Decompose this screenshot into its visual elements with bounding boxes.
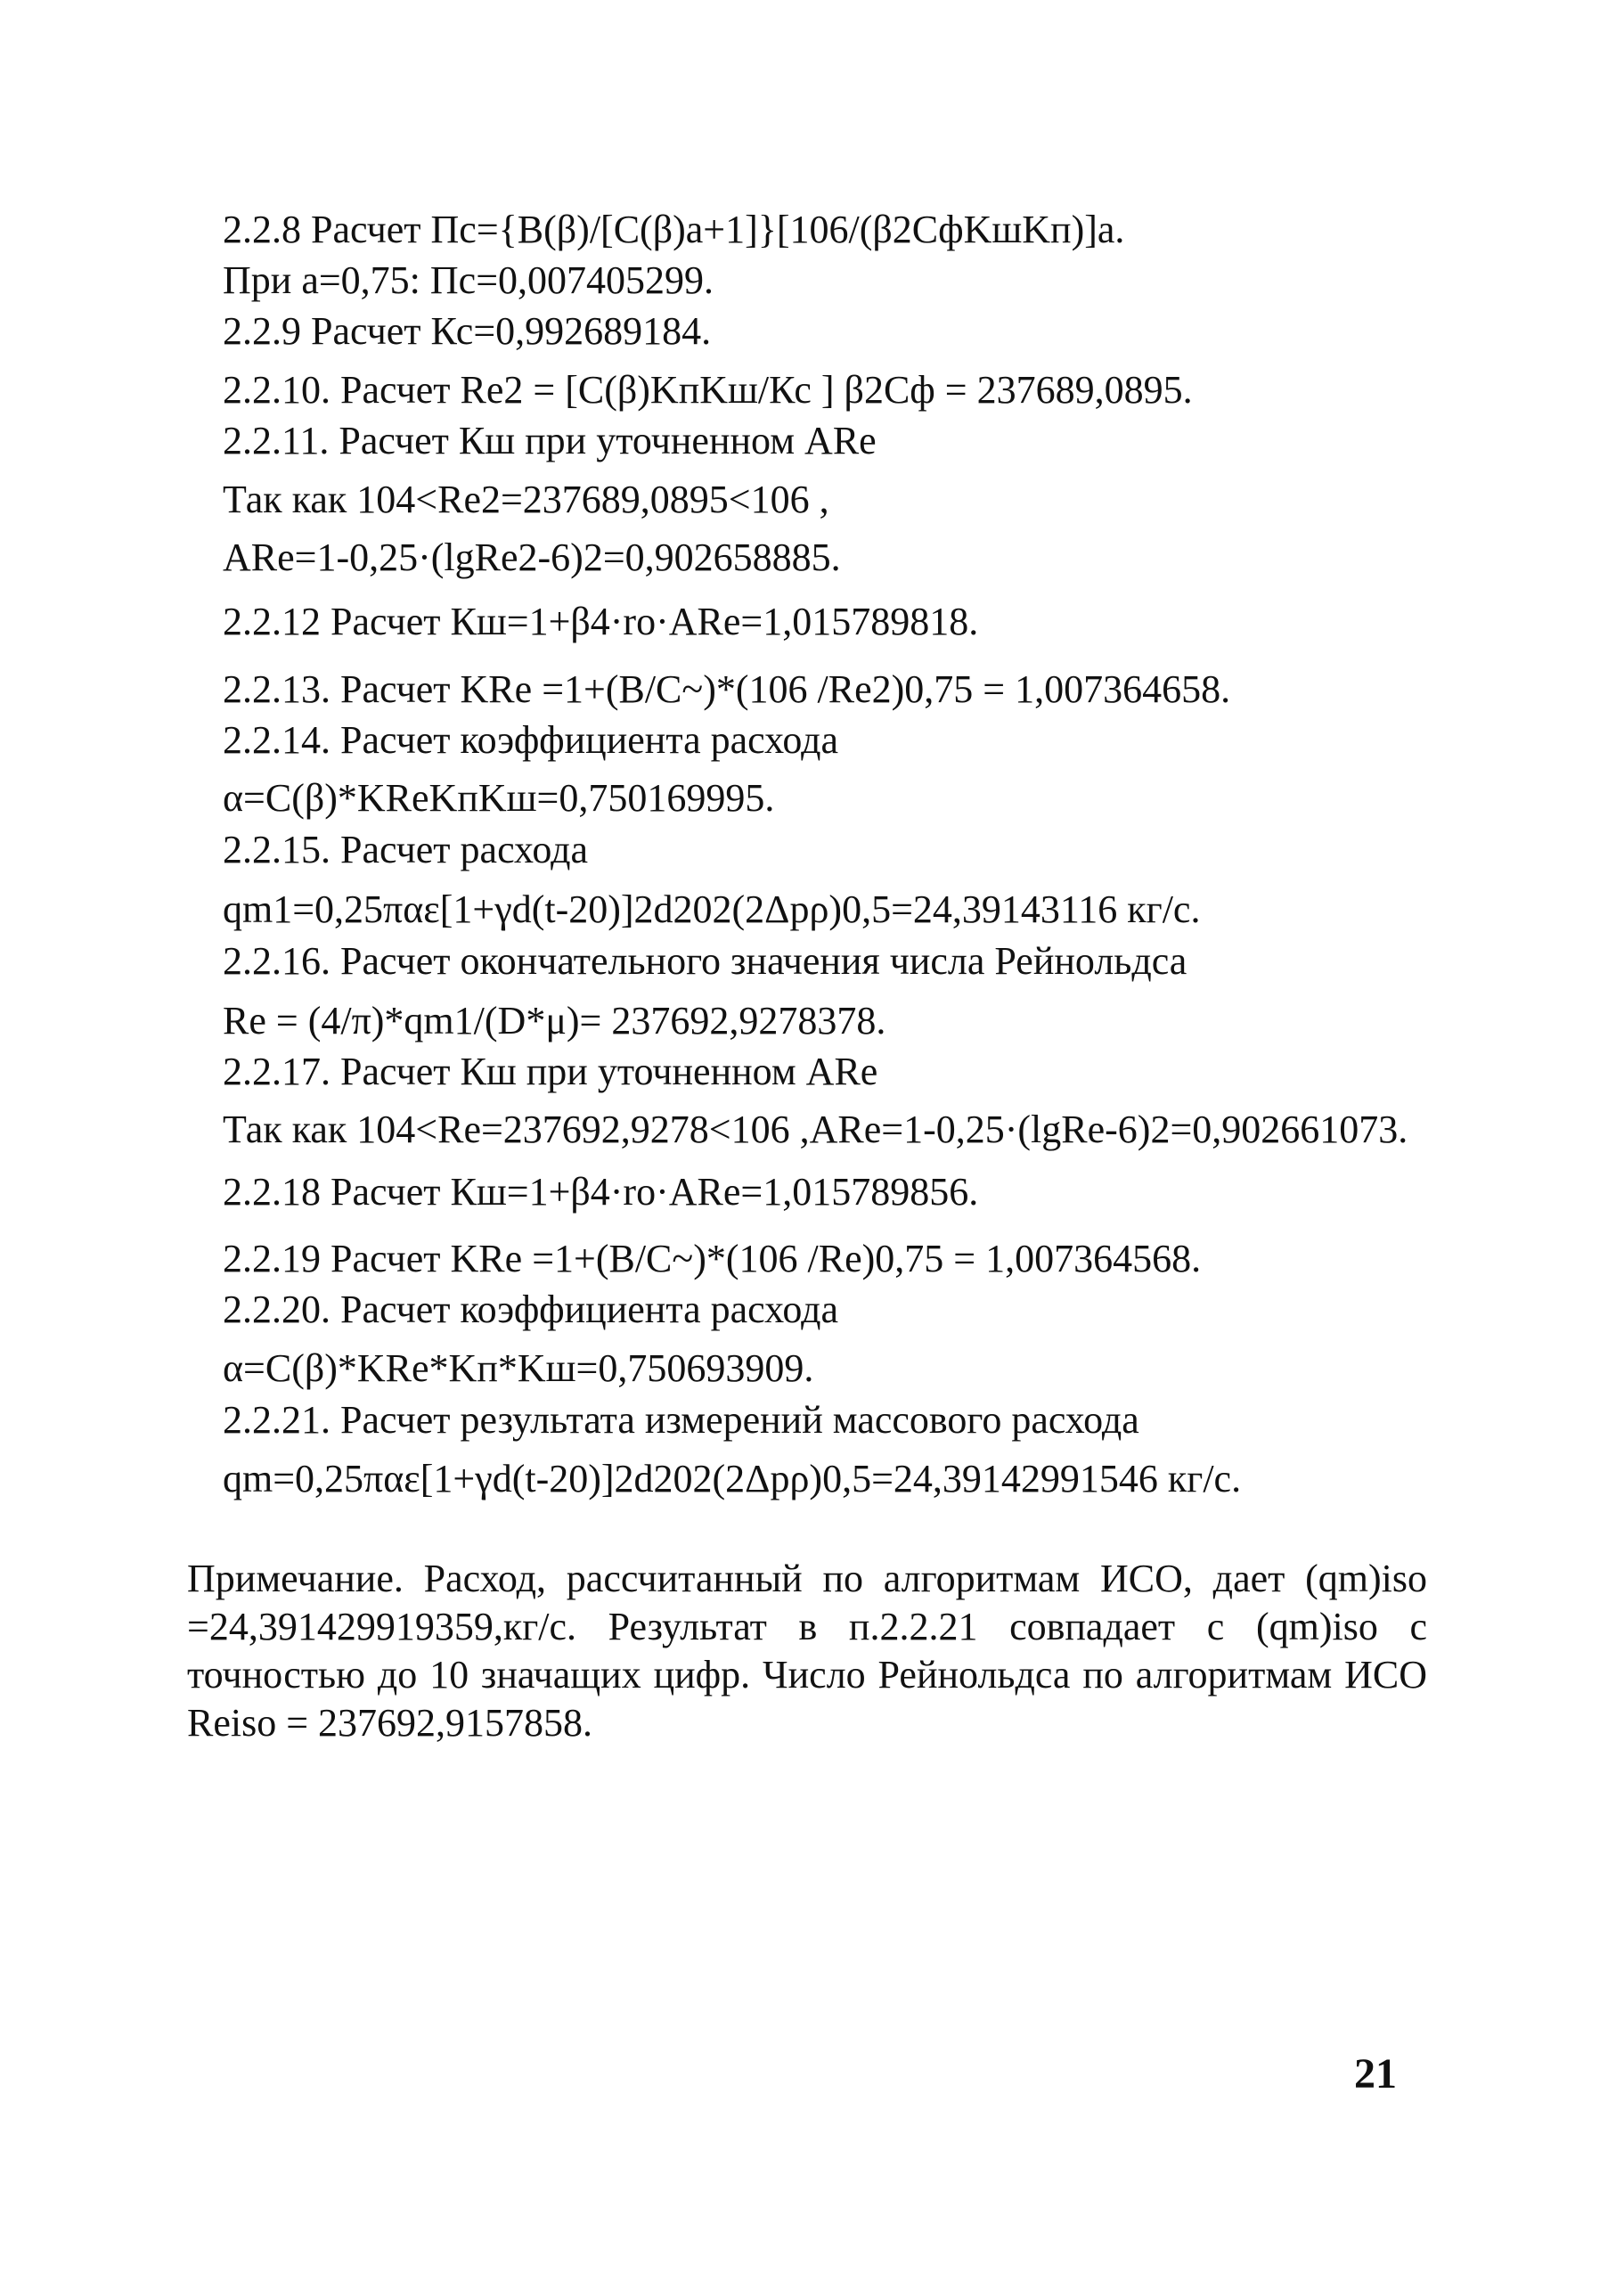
- calc-line-2-2-18: 2.2.18 Расчет Кш=1+β4·rо·ARe=1,015789856.: [223, 1170, 979, 1214]
- calc-line-condition-re2: Так как 104<Re2=237689,0895<106 ,: [223, 478, 829, 521]
- calc-line-2-2-19: 2.2.19 Расчет KRe =1+(B/C~)*(106 /Re)0,75 = 1,007364568.: [223, 1237, 1202, 1280]
- calc-line-2-2-16: 2.2.16. Расчет окончательного значения числа Рейнольдса: [223, 939, 1187, 983]
- calc-line-alpha-2: α=C(β)*KRe*Kп*Kш=0,750693909.: [223, 1346, 814, 1390]
- calc-line-2-2-10: 2.2.10. Расчет Re2 = [C(β)KпKш/Кс ] β2Cф = 237689,0895.: [223, 368, 1193, 412]
- calc-line-2-2-17: 2.2.17. Расчет Кш при уточненном ARe: [223, 1050, 878, 1093]
- calc-line-2-2-13: 2.2.13. Расчет KRe =1+(B/C~)*(106 /Re2)0,75 = 1,007364658.: [223, 667, 1231, 711]
- calc-line-qm: qm=0,25παε[1+γd(t-20)]2d202(2Δpρ)0,5=24,39142991546 кг/с.: [223, 1457, 1242, 1500]
- calc-line-2-2-15: 2.2.15. Расчет расхода: [223, 828, 588, 871]
- calc-line-re-final: Re = (4/π)*qm1/(D*μ)= 237692,9278378.: [223, 999, 886, 1042]
- calc-line-are-re2: ARe=1-0,25·(lgRe2-6)2=0,902658885.: [223, 536, 841, 579]
- calc-line-2-2-20: 2.2.20. Расчет коэффициента расхода: [223, 1288, 839, 1331]
- calc-line-alpha-1: α=C(β)*KReKпKш=0,750169995.: [223, 776, 775, 820]
- note-paragraph: Примечание. Расход, рассчитанный по алгоритмам ИСО, дает (qm)iso =24,391429919359,кг/с. Результат в п.2.2.21 совпадает с (qm)iso с точностью до 10 значащих цифр. Число Рейнольдса по алгоритмам ИСО Reiso = 237692,9157858.: [187, 1557, 1427, 1745]
- calc-line-alpha-value: При a=0,75: Пс=0,007405299.: [223, 258, 714, 302]
- calc-line-2-2-8: 2.2.8 Расчет Пс={B(β)/[C(β)a+1]}[106/(β2CфKшKп)]a.: [223, 208, 1125, 251]
- calc-line-2-2-14: 2.2.14. Расчет коэффициента расхода: [223, 718, 839, 762]
- calc-line-qm1: qm1=0,25παε[1+γd(t-20)]2d202(2Δpρ)0,5=24,39143116 кг/с.: [223, 887, 1201, 931]
- page-number: 21: [1354, 2050, 1397, 2097]
- calc-line-2-2-21: 2.2.21. Расчет результата измерений массового расхода: [223, 1398, 1139, 1442]
- calc-line-2-2-11: 2.2.11. Расчет Кш при уточненном ARe: [223, 419, 877, 462]
- calc-line-condition-re: Так как 104<Re=237692,9278<106 ,ARe=1-0,25·(lgRe-6)2=0,902661073.: [223, 1108, 1408, 1151]
- calc-line-2-2-12: 2.2.12 Расчет Кш=1+β4·rо·ARe=1,015789818.: [223, 600, 979, 643]
- calc-line-2-2-9: 2.2.9 Расчет Кс=0,992689184.: [223, 309, 712, 353]
